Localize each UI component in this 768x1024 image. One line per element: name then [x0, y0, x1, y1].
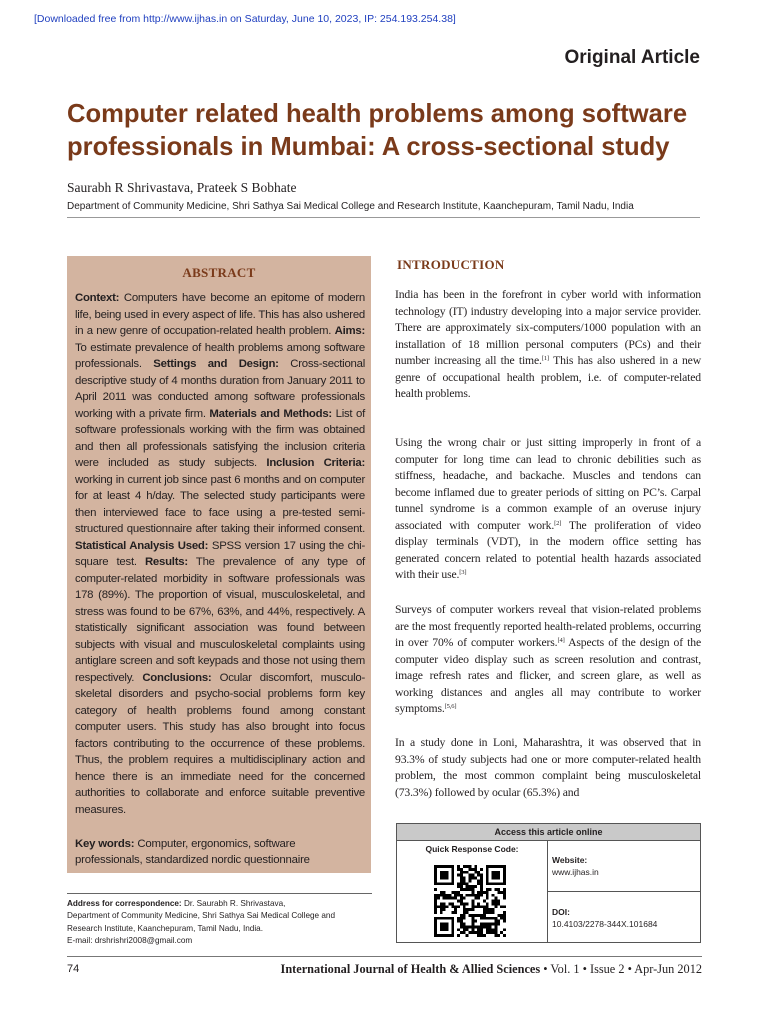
- doi-label: DOI:: [552, 907, 570, 917]
- download-banner: [Downloaded free from http://www.ijhas.in on Saturday, June 10, 2023, IP: 254.193.254.38]: [34, 13, 456, 25]
- qr-code-icon[interactable]: [434, 865, 506, 937]
- abstract-context-label: Context:: [75, 292, 120, 304]
- qr-cell: [397, 841, 548, 942]
- correspondence-address-line1: Department of Community Medicine, Shri Sathya Sai Medical College and: [67, 911, 336, 921]
- keywords-value: Computer, ergonomics, software professionals, standardized nordic questionnaire: [75, 838, 310, 866]
- abstract-methods-label: Materials and Methods:: [209, 407, 332, 420]
- access-article-box: [396, 823, 701, 943]
- journal-name: International Journal of Health & Allied Sciences: [280, 962, 541, 976]
- intro-paragraph-2: [395, 435, 701, 584]
- footer-divider: [67, 956, 702, 957]
- citation-5-6[interactable]: [5,6]: [444, 703, 457, 710]
- qr-label: Quick Response Code:: [425, 844, 519, 854]
- journal-issue: • Vol. 1 • Issue 2 • Apr-Jun 2012: [540, 962, 702, 976]
- abstract-inclusion-label: Inclusion Criteria:: [266, 457, 365, 469]
- abstract-results: The prevalence of any type of computer-related morbidity in software professionals was 178 (89%). The proportion of visual, musculoskeletal, and stress was found to be 67%, 63%, and 44%, respectively. A statistically significant association was found between subjects with visual and musculoskeletal complaints using antiglare screen and soft keypads and those not using them respectively.: [75, 556, 365, 684]
- intro-paragraph-4: In a study done in Loni, Maharashtra, it was observed that in 93.3% of study subjects had one or more computer-related health problem, the most common complaint being musculoskeletal (73.3%) followed by ocular (65.3%) and: [395, 736, 701, 799]
- abstract-stats-label: Statistical Analysis Used:: [75, 539, 209, 552]
- article-title: Computer related health problems among software professionals in Mumbai: A cross-sectional study: [67, 100, 688, 161]
- abstract-settings: Cross-sectional descriptive study of 4 months duration from January 2011 to April 2011 was conducted among software professionals working with a private firm.: [75, 358, 365, 420]
- access-box-header: Access this article online: [397, 824, 700, 841]
- article-type-label: Original Article: [564, 47, 700, 68]
- header-divider: [67, 217, 700, 218]
- keywords: [75, 836, 365, 868]
- correspondence-label: Address for correspondence:: [67, 899, 182, 908]
- correspondence-name: Dr. Saurabh R. Shrivastava,: [183, 899, 286, 908]
- citation-4[interactable]: [4]: [557, 637, 565, 644]
- website-label: Website:: [552, 855, 588, 865]
- abstract-methods: List of software professionals working with the firm was obtained and then all professionals satisfying the inclusion criteria were included as study subjects.: [75, 407, 365, 469]
- abstract-conclusions: Ocular discomfort, musculo-skeletal disorders and psycho-social problems form key category of health problems found among constant computer users. This study has also brought into focus factors contributing to the occurrence of these problems. Thus, the problem requires a multidisciplinary action and hence there is an immediate need for the concerned authorities to collaborate and enforce suitable preventive measures.: [75, 671, 365, 816]
- correspondence-block: [67, 898, 377, 948]
- citation-2[interactable]: [2]: [554, 519, 562, 527]
- abstract-heading: ABSTRACT: [182, 265, 256, 280]
- abstract-inclusion: working in current job since past 6 months and on computer for at least 4 h/day. The selected study participants were then interviewed face to face using a pre-tested semi-structured questionnaire after taking their informed consent.: [75, 473, 365, 535]
- abstract-aims-label: Aims:: [334, 325, 366, 337]
- citation-1[interactable]: [1]: [541, 355, 549, 362]
- author-list: Saurabh R Shrivastava, Prateek S Bobhate: [67, 180, 297, 195]
- intro-p1-text-a: India has been in the forefront in cyber world with information technology (IT) industry developing into a major service provider. There are approximately six-computers/1000 population with an installation of 18 million personal computers (PCs) and their number increasing all the time.: [395, 288, 701, 367]
- abstract-box: [67, 256, 371, 873]
- abstract-context: Computers have become an epitome of modern life, being used in every aspect of life. This has also ushered in a new genre of occupation-related health problem.: [75, 292, 365, 337]
- abstract-conclusions-label: Conclusions:: [142, 671, 212, 684]
- intro-p3-text-a: Surveys of computer workers reveal that vision-related problems are the most frequently reported health-related problems, occurring in over 70% of computer workers.: [395, 603, 701, 649]
- keywords-label: Key words:: [75, 838, 135, 850]
- citation-3[interactable]: [3]: [459, 569, 467, 576]
- correspondence-address-line2: Research Institute, Kaanchepuram, Tamil Nadu, India.: [67, 923, 263, 933]
- intro-p2-text-b: The proliferation of video display terminals (VDT), in the modern office setting has generated concern related to potential health hazards associated with their use.: [395, 518, 702, 581]
- website-link[interactable]: www.ijhas.in: [552, 867, 599, 877]
- abstract-stats: SPSS version 17 using the chi-square test.: [75, 539, 366, 568]
- website-cell: [548, 841, 700, 892]
- intro-p2-text-a: Using the wrong chair or just sitting improperly in front of a computer for long time can lead to chronic debilities such as stiffness, headache, and backache. Muscles and tendons can become inflamed due to greater periods of sitting on PC’s. Carpal tunnel syndrome is a common example of an overuse injury associated with computer work.: [395, 436, 701, 532]
- correspondence-divider: [67, 893, 372, 894]
- journal-footer: [281, 962, 702, 977]
- abstract-results-label: Results:: [144, 556, 188, 568]
- page-number: 74: [67, 963, 80, 975]
- abstract-aims: To estimate prevalence of health problems among software professionals.: [75, 341, 365, 370]
- correspondence-email[interactable]: E-mail: drshrishri2008@gmail.com: [67, 936, 193, 946]
- intro-p3-text-b: Aspects of the design of the computer video display such as screen resolution and contrast, image refresh rates and flicker, and screen glare, as well as working distances and angles all may contribute to worker symptoms.: [395, 636, 701, 715]
- abstract-body: [75, 290, 365, 818]
- abstract-settings-label: Settings and Design:: [153, 358, 279, 370]
- intro-paragraph-3: [395, 602, 701, 718]
- correspondence-heading-line: [67, 898, 377, 910]
- introduction-heading: INTRODUCTION: [397, 257, 505, 272]
- author-affiliation: Department of Community Medicine, Shri Sathya Sai Medical College and Research Institute, Kaanchepuram, Tamil Nadu, India: [67, 201, 634, 212]
- intro-paragraph-1: [395, 287, 701, 403]
- intro-p1-text-b: This has also ushered in a new genre of occupational health problem, i.e. of computer-related health problems.: [395, 354, 701, 400]
- doi-link[interactable]: 10.4103/2278-344X.101684: [552, 919, 658, 929]
